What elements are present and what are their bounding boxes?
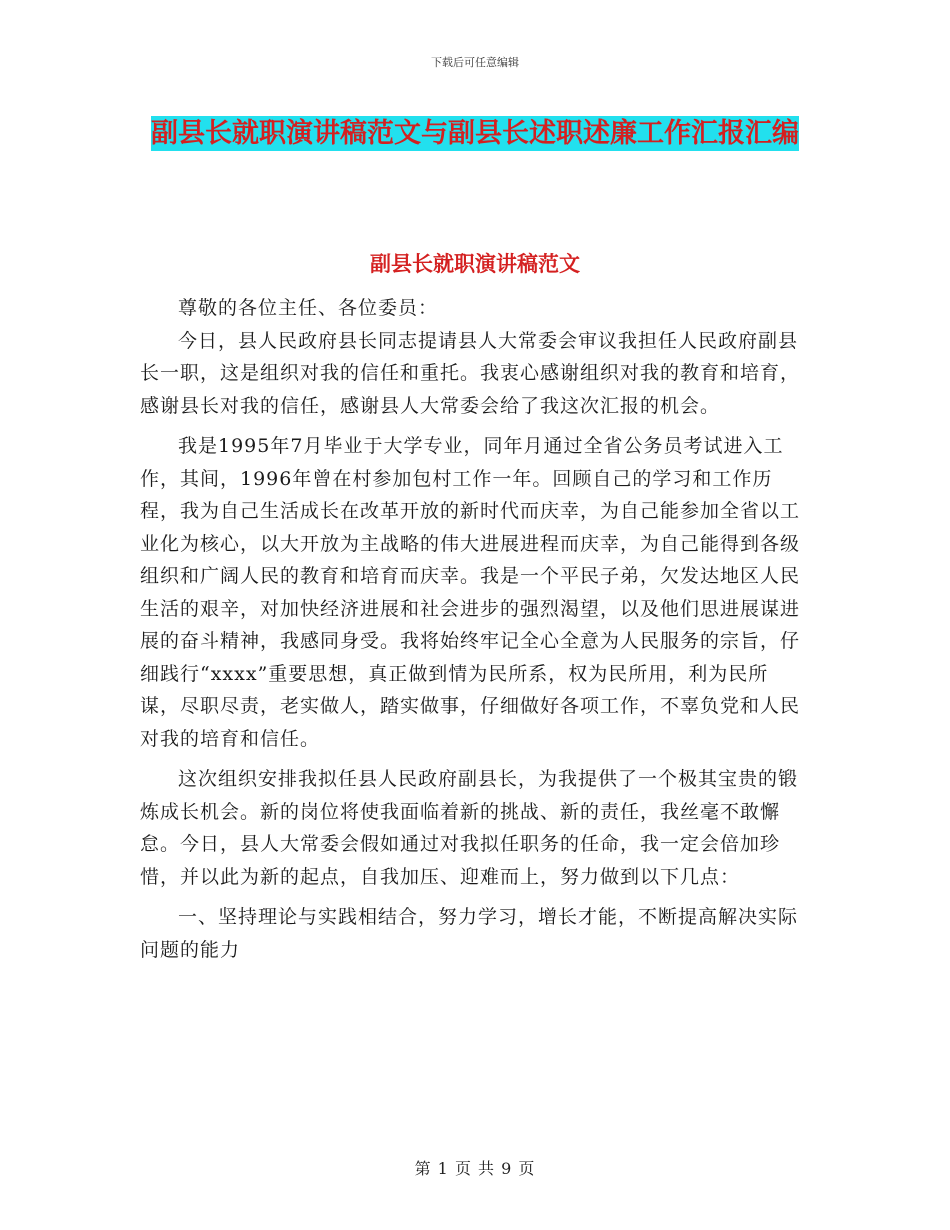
document-title xyxy=(150,110,800,157)
body-paragraph: 这次组织安排我拟任县人民政府副县长，为我提供了一个极其宝贵的锻炼成长机会。新的岗位将使我面临着新的挑战、新的责任，我丝毫不敢懈怠。今日，县人大常委会假如通过对我拟任职务的任命，我一定会倍加珍惜，并以此为新的起点，自我加压、迎难而上，努力做到以下几点： xyxy=(140,768,799,888)
section-title: 副县长就职演讲稿范文 xyxy=(370,252,580,276)
document-title-text: 副县长就职演讲稿范文与副县长述职述廉工作汇报汇编 xyxy=(151,118,799,149)
document-body xyxy=(140,292,805,966)
salutation-paragraph: 尊敬的各位主任、各位委员： xyxy=(178,297,439,319)
body-paragraph: 我是1995年7月毕业于大学专业，同年月通过全省公务员考试进入工作，其间，1996年曾在村参加包村工作一年。回顾自己的学习和工作历程，我为自己生活成长在改革开放的新时代而庆幸，为自己能参加全省以工业化为核心，以大开放为主战略的伟大进展进程而庆幸，为自己能得到各级组织和广阔人民的教育和培育而庆幸。我是一个平民子弟，欠发达地区人民生活的艰辛，对加快经济进展和社会进步的强烈渴望，以及他们思进展谋进展的奋斗精神，我感同身受。我将始终牢记全心全意为人民服务的宗旨，仔细践行“xxxx”重要思想，真正做到情为民所系，权为民所用，利为民所谋，尽职尽责，老实做人，踏实做事，仔细做好各项工作，不辜负党和人民对我的培育和信任。 xyxy=(140,435,801,750)
body-paragraph: 一、坚持理论与实践相结合，努力学习，增长才能，不断提高解决实际问题的能力 xyxy=(140,906,799,961)
page-number-footer: 第 1 页 共 9 页 xyxy=(414,1159,536,1178)
body-paragraph: 今日，县人民政府县长同志提请县人大常委会审议我担任人民政府副县长一职，这是组织对我的信任和重托。我衷心感谢组织对我的教育和培育，感谢县长对我的信任，感谢县人大常委会给了我这次汇报的机会。 xyxy=(140,329,801,417)
page-header-note: 下载后可任意编辑 xyxy=(431,56,519,69)
